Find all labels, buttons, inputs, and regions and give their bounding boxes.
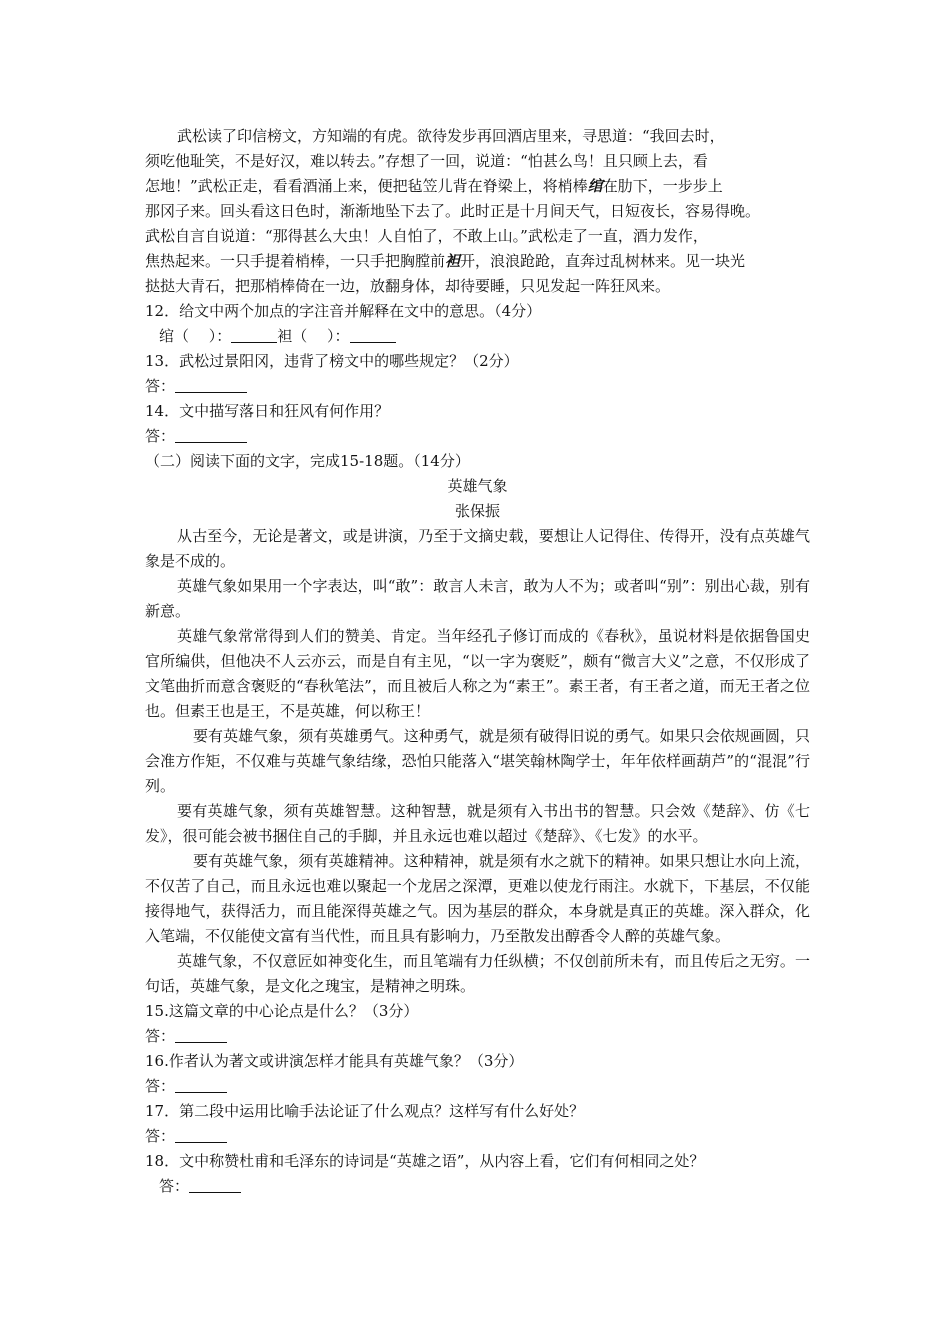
passage-line	[145, 249, 810, 274]
article-title: 英雄气象	[447, 477, 508, 495]
passage-line: 武松读了印信榜文，方知端的有虎。欲待发步再回酒店里来，寻思道：“我回去时，	[177, 127, 725, 145]
article-paragraph: 要有英雄气象，须有英雄智慧。这种智慧，就是须有入书出书的智慧。只会效《楚辞》、仿《七发》，很可能会被书捆住自己的手脚，并且永远也难以超过《楚辞》、《七发》的水平。	[145, 802, 810, 845]
answer-line	[145, 1074, 810, 1099]
answer-blank[interactable]	[350, 327, 396, 343]
answer-blank[interactable]	[175, 1127, 227, 1143]
passage-line: 那冈子来。回头看这日色时，渐渐地坠下去了。此时正是十月间天气，日短夜长，容易得晚。	[145, 202, 761, 220]
answer-label: 答：	[145, 1127, 176, 1145]
passage-line: 须吃他耻笑，不是好汉，难以转去。”存想了一回，说道：“怕甚么鸟！且只顾上去，看	[145, 152, 708, 170]
article-paragraph: 英雄气象常常得到人们的赞美、肯定。当年经孔子修订而成的《春秋》，虽说材料是依据鲁国史官所编供，但他决不人云亦云，而是自有主见，“以一字为褒贬”，颇有“微言大义”之意，不仅形成了文笔曲折而意含褒贬的“春秋笔法”，而且被后人称之为“素王”。素王者，有王者之道，而无王者之位也。但素王也是王，不是英雄，何以称王！	[145, 627, 810, 720]
dotted-char-wan: 绾	[587, 177, 603, 195]
answer-label: 答：	[145, 377, 176, 395]
dotted-char-tan: 袒	[445, 252, 461, 270]
answer-blank[interactable]	[175, 1027, 227, 1043]
answer-line	[145, 1124, 810, 1149]
article-paragraph: 从古至今，无论是著文，或是讲演，乃至于文摘史载，要想让人记得住、传得开，没有点英雄气象是不成的。	[145, 527, 810, 570]
answer-blank[interactable]	[175, 377, 247, 393]
answer-label: 答：	[145, 427, 176, 445]
answer-line	[145, 1174, 810, 1199]
answer-line	[145, 1024, 810, 1049]
answer-label: 答：	[159, 1177, 190, 1195]
passage-text: 开，浪浪跄跄，直奔过乱树林来。见一块光	[460, 252, 746, 270]
question-13: 13．武松过景阳冈，违背了榜文中的哪些规定？（2分）	[145, 352, 519, 370]
question-12: 12．给文中两个加点的字注音并解释在文中的意思。（4分）	[145, 302, 542, 320]
answer-label: 答：	[145, 1027, 176, 1045]
question-16: 16.作者认为著文或讲演怎样才能具有英雄气象？（3分）	[145, 1052, 524, 1070]
article-paragraph: 英雄气象如果用一个字表达，叫“敢”：敢言人未言，敢为人不为；或者叫“别”：别出心裁，别有新意。	[145, 577, 810, 620]
answer-line	[145, 374, 810, 399]
article-author: 张保振	[454, 502, 500, 520]
answer-blank[interactable]	[231, 327, 277, 343]
article-paragraph: 要有英雄气象，须有英雄精神。这种精神，就是须有水之就下的精神。如果只想让水向上流，不仅苦了自己，而且永远也难以聚起一个龙居之深潭，更难以使龙行雨注。水就下，下基层，不仅能接得地气，获得活力，而且能深得英雄之气。因为基层的群众，本身就是真正的英雄。深入群众，化入笔端，不仅能使文富有当代性，而且具有影响力，乃至散发出醇香令人醉的英雄气象。	[145, 852, 810, 945]
passage-line	[145, 174, 810, 199]
section-heading: （二）阅读下面的文字，完成15-18题。（14分）	[145, 452, 470, 470]
answer-line	[145, 424, 810, 449]
passage-text: 焦热起来。一只手提着梢棒，一只手把胸膛前	[145, 252, 446, 270]
question-17: 17．第二段中运用比喻手法论证了什么观点？这样写有什么好处？	[145, 1102, 585, 1120]
passage-line: 挞挞大青石，把那梢棒倚在一边，放翻身体，却待要睡，只见发起一阵狂风来。	[145, 277, 671, 295]
question-12-answer	[145, 324, 810, 349]
passage-text: 在肋下，一步步上	[602, 177, 723, 195]
document-page	[145, 124, 810, 1199]
answer-label-wan: 绾（ ）：	[159, 327, 232, 345]
question-18: 18．文中称赞杜甫和毛泽东的诗词是“英雄之语”，从内容上看，它们有何相同之处？	[145, 1152, 705, 1170]
answer-blank[interactable]	[175, 1077, 227, 1093]
article-paragraph: 要有英雄气象，须有英雄勇气。这种勇气，就是须有破得旧说的勇气。如果只会依规画圆，只会准方作矩，不仅难与英雄气象结缘，恐怕只能落入“堪笑翰林陶学士，年年依样画葫芦”的“混混”行列。	[145, 727, 810, 795]
article-paragraph: 英雄气象，不仅意匠如神变化生，而且笔端有力任纵横；不仅创前所未有，而且传后之无穷。一句话，英雄气象，是文化之瑰宝，是精神之明珠。	[145, 952, 810, 995]
passage-line: 武松自言自说道：“那得甚么大虫！人自怕了，不敢上山。”武松走了一直，酒力发作，	[145, 227, 708, 245]
question-15: 15.这篇文章的中心论点是什么？（3分）	[145, 1002, 419, 1020]
passage-text: 怎地！”武松正走，看看酒涌上来，便把毡笠儿背在脊梁上，将梢棒	[145, 177, 588, 195]
answer-blank[interactable]	[189, 1177, 241, 1193]
answer-blank[interactable]	[175, 427, 247, 443]
answer-label: 答：	[145, 1077, 176, 1095]
passage-wusong	[145, 124, 810, 299]
question-14: 14．文中描写落日和狂风有何作用？	[145, 402, 390, 420]
answer-label-tan: 袒（ ）：	[277, 327, 350, 345]
